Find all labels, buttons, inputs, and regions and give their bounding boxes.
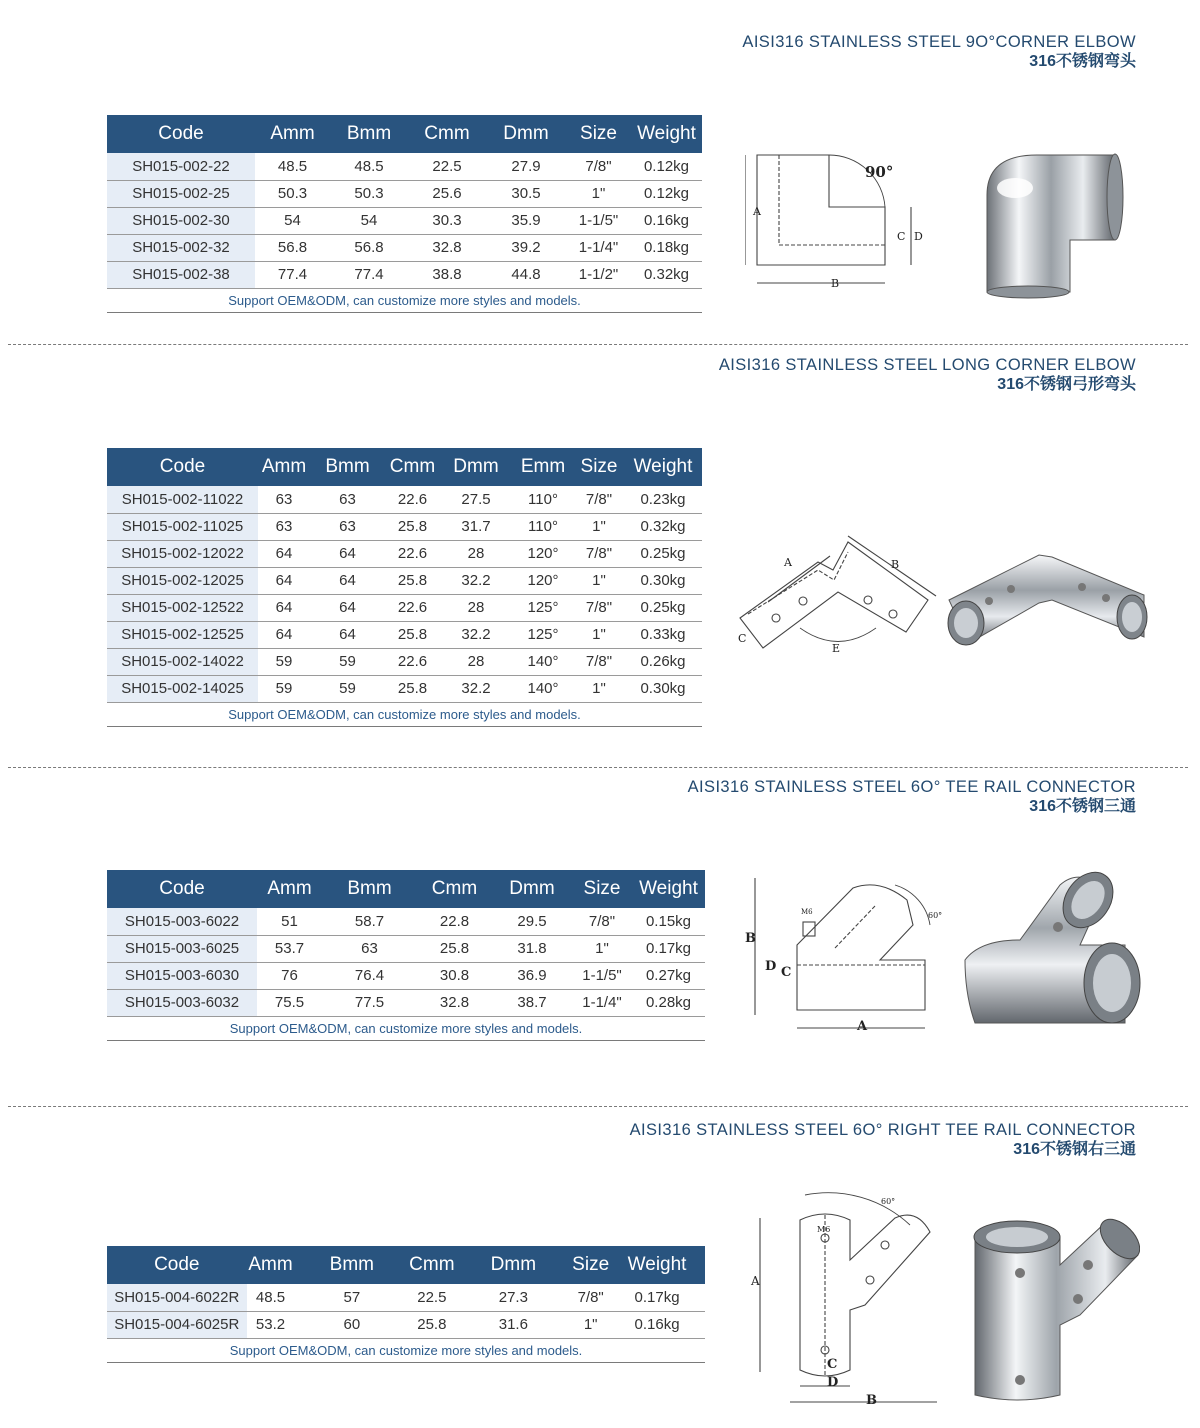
- cell: 51: [257, 908, 322, 935]
- col-header: Bmm: [346, 123, 392, 144]
- col-header: Dmm: [503, 123, 549, 144]
- cell: 63: [258, 513, 310, 540]
- cell: 25.8: [417, 935, 492, 962]
- section-title-en: AISI316 STAINLESS STEEL 6O° RIGHT TEE RAIL CONNECTOR: [629, 1121, 1136, 1139]
- table-row: [107, 935, 705, 962]
- cell: 32.8: [417, 989, 492, 1016]
- table-row: [107, 234, 702, 261]
- cell: 36.9: [492, 962, 572, 989]
- oem-note: Support OEM&ODM, can customize more styles and models.: [107, 1338, 705, 1362]
- dim-label-b: B: [891, 558, 900, 571]
- cell: 30.5: [486, 180, 566, 207]
- col-header: Bmm: [325, 456, 370, 477]
- cell: 0.32kg: [624, 513, 702, 540]
- angle-label: 90°: [865, 163, 894, 181]
- cell: 31.6: [455, 1311, 573, 1338]
- cell-code: SH015-002-14025: [107, 675, 258, 702]
- cell: 0.25kg: [624, 594, 702, 621]
- cell: 25.8: [385, 513, 440, 540]
- table-note-row: [107, 288, 702, 312]
- table-row: [107, 540, 702, 567]
- cell: 56.8: [330, 234, 408, 261]
- cell: 63: [310, 513, 385, 540]
- cell: 27.9: [486, 153, 566, 180]
- col-header: Dmm: [490, 1254, 537, 1275]
- cell: 25.8: [385, 567, 440, 594]
- table-note-row: [107, 702, 702, 726]
- dim-label-d: D: [914, 230, 923, 243]
- cell: 1": [574, 675, 624, 702]
- cell-code: SH015-002-11022: [107, 486, 258, 513]
- cell-code: SH015-003-6032: [107, 989, 257, 1016]
- cell-code: SH015-002-30: [107, 207, 255, 234]
- cell: 30.3: [408, 207, 486, 234]
- col-header: Bmm: [329, 1254, 374, 1275]
- dim-label-a: A: [751, 1274, 760, 1288]
- dim-label-b: B: [866, 1393, 877, 1405]
- long-corner-elbow-technical-drawing: [728, 530, 938, 660]
- cell: 58.7: [322, 908, 417, 935]
- elbow-90-technical-drawing: [745, 145, 925, 290]
- cell: 0.16kg: [609, 1311, 705, 1338]
- cell-code: SH015-002-12022: [107, 540, 258, 567]
- col-header: Amm: [270, 123, 315, 144]
- cell: 56.8: [255, 234, 330, 261]
- cell: 0.18kg: [631, 234, 702, 261]
- cell: 1": [574, 567, 624, 594]
- cell: 25.8: [385, 621, 440, 648]
- cell: 59: [258, 675, 310, 702]
- dim-label-c: C: [781, 965, 792, 980]
- cell: 28: [440, 594, 512, 621]
- cell: 1": [572, 1311, 609, 1338]
- col-header: Dmm: [509, 878, 555, 899]
- cell: 0.33kg: [624, 621, 702, 648]
- cell: 0.32kg: [631, 261, 702, 288]
- section-1-title: [742, 32, 1136, 72]
- cell: 0.25kg: [624, 540, 702, 567]
- dim-label-a: A: [753, 205, 761, 218]
- cell: 29.5: [492, 908, 572, 935]
- table-row: [107, 675, 702, 702]
- cell: 77.4: [255, 261, 330, 288]
- cell: 25.8: [409, 1311, 454, 1338]
- cell: 64: [258, 567, 310, 594]
- cell: 7/8": [574, 540, 624, 567]
- cell-code: SH015-002-12525: [107, 621, 258, 648]
- cell: 140°: [512, 648, 574, 675]
- cell: 63: [258, 486, 310, 513]
- table-row: [107, 908, 705, 935]
- cell: 1-1/4": [572, 989, 632, 1016]
- cell: 1": [572, 935, 632, 962]
- cell: 64: [258, 621, 310, 648]
- section-4-title: [630, 1120, 1136, 1160]
- table-row: [107, 989, 705, 1016]
- cell: 38.8: [408, 261, 486, 288]
- section-title-cn: 316不锈钢右三通: [1013, 1141, 1136, 1158]
- oem-note: Support OEM&ODM, can customize more styles and models.: [107, 1016, 705, 1040]
- cell: 32.8: [408, 234, 486, 261]
- cell: 50.3: [330, 180, 408, 207]
- right-tee-connector-product-photo: [970, 1215, 1140, 1405]
- col-header: Emm: [520, 456, 566, 477]
- cell: 39.2: [486, 234, 566, 261]
- cell-code: SH015-002-32: [107, 234, 255, 261]
- cell: 31.7: [440, 513, 512, 540]
- cell: 7/8": [572, 1284, 609, 1311]
- cell: 27.5: [440, 486, 512, 513]
- m6-label: M6: [801, 908, 813, 916]
- table-header-row: [107, 115, 702, 153]
- cell: 32.2: [440, 675, 512, 702]
- cell: 64: [310, 540, 385, 567]
- cell: 0.12kg: [631, 180, 702, 207]
- cell: 1-1/4": [566, 234, 631, 261]
- table-row: [107, 648, 702, 675]
- long-corner-elbow-product-photo: [944, 545, 1149, 655]
- section-title-en: AISI316 STAINLESS STEEL 9O°CORNER ELBOW: [742, 33, 1136, 51]
- table-note-row: [107, 1016, 705, 1040]
- table-row: [107, 207, 702, 234]
- angle-label: 60°: [881, 1197, 896, 1206]
- cell: 0.12kg: [631, 153, 702, 180]
- col-header: Amm: [248, 1254, 293, 1275]
- section-title-en: AISI316 STAINLESS STEEL LONG CORNER ELBOW: [718, 356, 1136, 374]
- section-title-en: AISI316 STAINLESS STEEL 6O° TEE RAIL CONNECTOR: [687, 778, 1136, 796]
- cell: 32.2: [440, 567, 512, 594]
- cell: 54: [330, 207, 408, 234]
- dim-label-a: A: [857, 1019, 868, 1034]
- cell-code: SH015-004-6022R: [107, 1284, 247, 1311]
- cell: 7/8": [574, 594, 624, 621]
- cell: 0.26kg: [624, 648, 702, 675]
- cell: 76: [257, 962, 322, 989]
- col-header: Weight: [637, 123, 696, 144]
- cell: 28: [440, 648, 512, 675]
- col-header: Weight: [633, 456, 693, 477]
- cell: 59: [258, 648, 310, 675]
- dim-label-d: D: [827, 1375, 839, 1390]
- spec-table-tee-rail-connector: [107, 870, 705, 1041]
- cell: 64: [310, 594, 385, 621]
- col-header: Weight: [627, 1254, 687, 1275]
- cell: 32.2: [440, 621, 512, 648]
- cell: 48.5: [330, 153, 408, 180]
- cell: 25.8: [385, 675, 440, 702]
- cell: 22.5: [408, 153, 486, 180]
- cell: 30.8: [417, 962, 492, 989]
- cell-code: SH015-004-6025R: [107, 1311, 247, 1338]
- col-header: Size: [580, 123, 617, 144]
- cell: 0.15kg: [632, 908, 705, 935]
- cell: 25.6: [408, 180, 486, 207]
- cell: 63: [310, 486, 385, 513]
- table-header-row: [107, 870, 705, 908]
- table-row: [107, 594, 702, 621]
- col-header: Cmm: [409, 1254, 455, 1275]
- cell-code: SH015-002-12025: [107, 567, 258, 594]
- cell: 59: [310, 648, 385, 675]
- cell: 0.30kg: [624, 675, 702, 702]
- col-header: Weight: [639, 878, 698, 899]
- table-row: [107, 962, 705, 989]
- table-row: [107, 486, 702, 513]
- cell: 75.5: [257, 989, 322, 1016]
- cell-code: SH015-003-6022: [107, 908, 257, 935]
- spec-table-corner-elbow: [107, 115, 702, 313]
- section-title-cn: 316不锈钢弓形弯头: [997, 376, 1136, 393]
- section-divider: [8, 344, 1188, 345]
- cell: 53.7: [257, 935, 322, 962]
- cell: 48.5: [255, 153, 330, 180]
- cell-code: SH015-002-12522: [107, 594, 258, 621]
- cell: 48.5: [247, 1284, 295, 1311]
- table-row: [107, 1284, 705, 1311]
- cell-code: SH015-002-14022: [107, 648, 258, 675]
- section-title-cn: 316不锈钢三通: [1029, 798, 1136, 815]
- table-row: [107, 567, 702, 594]
- dim-label-c: C: [827, 1357, 838, 1372]
- table-row: [107, 180, 702, 207]
- dim-label-d: D: [765, 959, 777, 974]
- table-row: [107, 513, 702, 540]
- table-row: [107, 153, 702, 180]
- cell-code: SH015-003-6025: [107, 935, 257, 962]
- cell: 22.6: [385, 594, 440, 621]
- cell: 44.8: [486, 261, 566, 288]
- cell-code: SH015-002-11025: [107, 513, 258, 540]
- col-header: Cmm: [424, 123, 470, 144]
- cell: 54: [255, 207, 330, 234]
- cell: 7/8": [572, 908, 632, 935]
- cell: 64: [310, 621, 385, 648]
- cell: 110°: [512, 513, 574, 540]
- cell: 57: [295, 1284, 410, 1311]
- table-row: [107, 1311, 705, 1338]
- section-3-title: [688, 777, 1136, 817]
- tee-connector-technical-drawing: [745, 870, 945, 1035]
- cell: 22.8: [417, 908, 492, 935]
- cell: 64: [310, 567, 385, 594]
- dim-label-b: B: [745, 931, 756, 946]
- col-header: Size: [580, 456, 618, 477]
- table-note-row: [107, 1338, 705, 1362]
- cell-code: SH015-002-25: [107, 180, 255, 207]
- cell: 76.4: [322, 962, 417, 989]
- cell: 7/8": [566, 153, 631, 180]
- col-header: Size: [583, 878, 621, 899]
- cell: 28: [440, 540, 512, 567]
- section-divider: [8, 767, 1188, 768]
- col-header: Code: [158, 123, 204, 144]
- cell: 64: [258, 540, 310, 567]
- cell: 125°: [512, 594, 574, 621]
- col-header: Code: [159, 456, 206, 477]
- cell: 22.6: [385, 540, 440, 567]
- col-header: Bmm: [347, 878, 392, 899]
- cell: 0.28kg: [632, 989, 705, 1016]
- col-header: Dmm: [453, 456, 499, 477]
- cell: 1-1/5": [572, 962, 632, 989]
- table-header-row: [107, 1246, 705, 1284]
- cell: 7/8": [574, 486, 624, 513]
- cell: 35.9: [486, 207, 566, 234]
- cell: 1": [574, 621, 624, 648]
- section-divider: [8, 1106, 1188, 1107]
- cell: 38.7: [492, 989, 572, 1016]
- cell: 63: [322, 935, 417, 962]
- cell: 1-1/5": [566, 207, 631, 234]
- cell: 77.5: [322, 989, 417, 1016]
- cell: 0.16kg: [631, 207, 702, 234]
- col-header: Code: [154, 1254, 200, 1275]
- cell: 31.8: [492, 935, 572, 962]
- dim-label-b: B: [831, 277, 840, 290]
- section-title-cn: 316不锈钢弯头: [1029, 53, 1136, 70]
- cell: 0.23kg: [624, 486, 702, 513]
- cell: 140°: [512, 675, 574, 702]
- cell: 64: [258, 594, 310, 621]
- cell: 53.2: [247, 1311, 295, 1338]
- m6-label: M6: [817, 1225, 831, 1234]
- col-header: Code: [159, 878, 205, 899]
- cell: 125°: [512, 621, 574, 648]
- col-header: Size: [572, 1254, 610, 1275]
- table-header-row: [107, 448, 702, 486]
- cell: 7/8": [574, 648, 624, 675]
- cell: 1-1/2": [566, 261, 631, 288]
- oem-note: Support OEM&ODM, can customize more styles and models.: [107, 288, 702, 312]
- spec-table-right-tee-rail-connector: [107, 1246, 705, 1363]
- cell: 0.17kg: [609, 1284, 705, 1311]
- section-2-title: [719, 355, 1136, 395]
- dim-label-a: A: [784, 556, 792, 569]
- dim-label-c: C: [897, 230, 906, 243]
- table-row: [107, 621, 702, 648]
- angle-label: 60°: [928, 911, 943, 920]
- col-header: Amm: [261, 456, 307, 477]
- tee-connector-product-photo: [960, 865, 1145, 1030]
- cell: 77.4: [330, 261, 408, 288]
- cell: 0.30kg: [624, 567, 702, 594]
- table-row: [107, 261, 702, 288]
- cell: 120°: [512, 540, 574, 567]
- col-header: Cmm: [431, 878, 478, 899]
- right-tee-connector-technical-drawing: [745, 1190, 945, 1405]
- cell-code: SH015-003-6030: [107, 962, 257, 989]
- oem-note: Support OEM&ODM, can customize more styles and models.: [107, 702, 702, 726]
- cell: 60: [295, 1311, 410, 1338]
- cell: 27.3: [455, 1284, 573, 1311]
- col-header: Amm: [267, 878, 312, 899]
- cell: 0.17kg: [632, 935, 705, 962]
- elbow-90-product-photo: [975, 150, 1125, 300]
- spec-table-long-corner-elbow: [107, 448, 702, 727]
- cell: 50.3: [255, 180, 330, 207]
- dim-label-e: E: [832, 642, 841, 655]
- cell: 120°: [512, 567, 574, 594]
- cell: 1": [574, 513, 624, 540]
- col-header: Cmm: [389, 456, 436, 477]
- cell: 1": [566, 180, 631, 207]
- cell: 0.27kg: [632, 962, 705, 989]
- cell: 59: [310, 675, 385, 702]
- dim-label-c: C: [738, 632, 747, 645]
- cell-code: SH015-002-22: [107, 153, 255, 180]
- cell: 22.5: [409, 1284, 454, 1311]
- cell: 22.6: [385, 648, 440, 675]
- cell-code: SH015-002-38: [107, 261, 255, 288]
- cell: 22.6: [385, 486, 440, 513]
- cell: 110°: [512, 486, 574, 513]
